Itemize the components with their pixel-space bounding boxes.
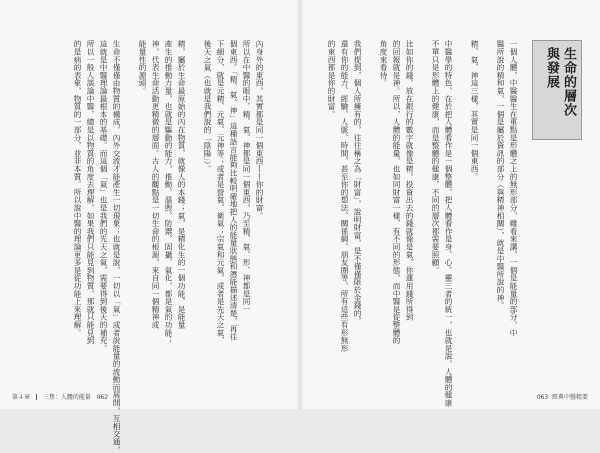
- right-column-15: 的東西都是你的財富。: [327, 40, 336, 118]
- left-column-15: 的是病的表象，物質的一部分，並非本質。所以說中醫的理論更多是從功能上來理解。: [73, 40, 82, 337]
- footer-divider: [36, 394, 37, 400]
- footer-chapter: 第４章: [12, 394, 31, 401]
- right-column-7: 不單只是形體上的健康，而是整體的健康，不同的層次都需要照顧。: [431, 40, 440, 274]
- right-column-10: 的回報就是神。所以，人體的能量，也如同財富一樣，有不同的形態，而中醫是從整體的: [392, 40, 401, 345]
- right-column-4: 精、氣、神這三樣，其實是同一個東西。: [470, 40, 479, 181]
- left-column-14: 所以一般人談論中醫，總是以物質的角度去理解，如果我們只能見到物質，那就只能見到: [86, 40, 95, 345]
- right-page-number: 063: [536, 394, 549, 401]
- right-page: [300, 0, 600, 409]
- right-column-1: 一個人體，中醫醫生在重點是形體之上的無形部分，雖看來講，一個是能量的部分，中: [509, 40, 518, 337]
- right-footer: [537, 392, 588, 401]
- right-column-14: 還有你的能力、經驗、人脈、時間，甚至你的想法、關係網、朋友圈等，所有這些有形無形: [340, 40, 349, 352]
- right-column-6: 中醫學的特色，在於把人體看作是一個整體，把人體看作是身、心、靈三者的統一，也就是說，人體的健康: [444, 40, 453, 407]
- left-column-8: 產生的推動力量，也就是驅動的能力，推動、溫煦、防禦、固攝、氣化，都是氣的功能；: [164, 40, 173, 345]
- left-footer: [12, 392, 108, 401]
- left-column-1: 內身外的東西，其實都是同一個東西——你的財富。: [255, 40, 264, 220]
- right-column-13: 我們提到，個人所擁有的，往往稱之為「財富」，說明財富，是不僅僅限於金錢的，: [353, 40, 362, 325]
- left-column-13: 這就是中醫理論最根本的基礎。而這個「氣」也是我們的先天之氣，需要得到後天的補充。: [99, 40, 108, 352]
- left-column-5: 後天之氣（也就是我們說的「陰陽」）。: [203, 40, 212, 173]
- left-column-2: 所以在中醫的眼中，精、氣、神都是同一個東西，乃至精、氣、形、神都是同一: [242, 40, 251, 313]
- heading-line-2: 與發展: [544, 47, 559, 89]
- right-column-9: 比如你的錢，放在銀行的數字就像是精，投資出去的錢就像是氣，你運用錢所得到: [405, 40, 414, 321]
- left-page-number: 062: [96, 394, 109, 401]
- right-column-11: 角度來看待。: [379, 40, 388, 87]
- heading-line-1: 生命的層次: [561, 47, 576, 117]
- section-heading: [539, 47, 577, 135]
- left-column-4: 下細分，就是元精、元氣、元神等；或者是營氣、衛氣；宗氣和元氣，或者是先天之氣，: [216, 40, 225, 345]
- left-column-10: 能量性的源頭。: [138, 40, 147, 95]
- left-column-7: 精，屬於生命最原始的內在物質，就像人的本錢；氣，是精化生的一個功能，是能量: [177, 40, 186, 329]
- footer-book-title: 經典中醫精要: [551, 394, 588, 401]
- section-heading-box: [532, 40, 582, 140]
- left-column-9: 神，代表生命活動更精微的層面。古人的觀點是一切生命的根源，來自同一個精神或: [151, 40, 160, 329]
- footer-chapter-title: 三焦：人體的能量: [42, 394, 91, 401]
- left-column-3: 個東西。「精、氣、神」這種語言能夠比較明確地把人的能量狀態和潛能描述清楚，再往: [229, 40, 238, 341]
- left-column-12: 生命不僅僅由物質的構成，內外交流才能產生一切現象；也就是說，一切以「氣」或者說能量的流動而展開，互相交通，: [112, 40, 121, 453]
- right-column-2: 醫所說的精和氣，一個是屬於資訊的部分（與精神相關），就是中醫所說的神。: [496, 40, 505, 310]
